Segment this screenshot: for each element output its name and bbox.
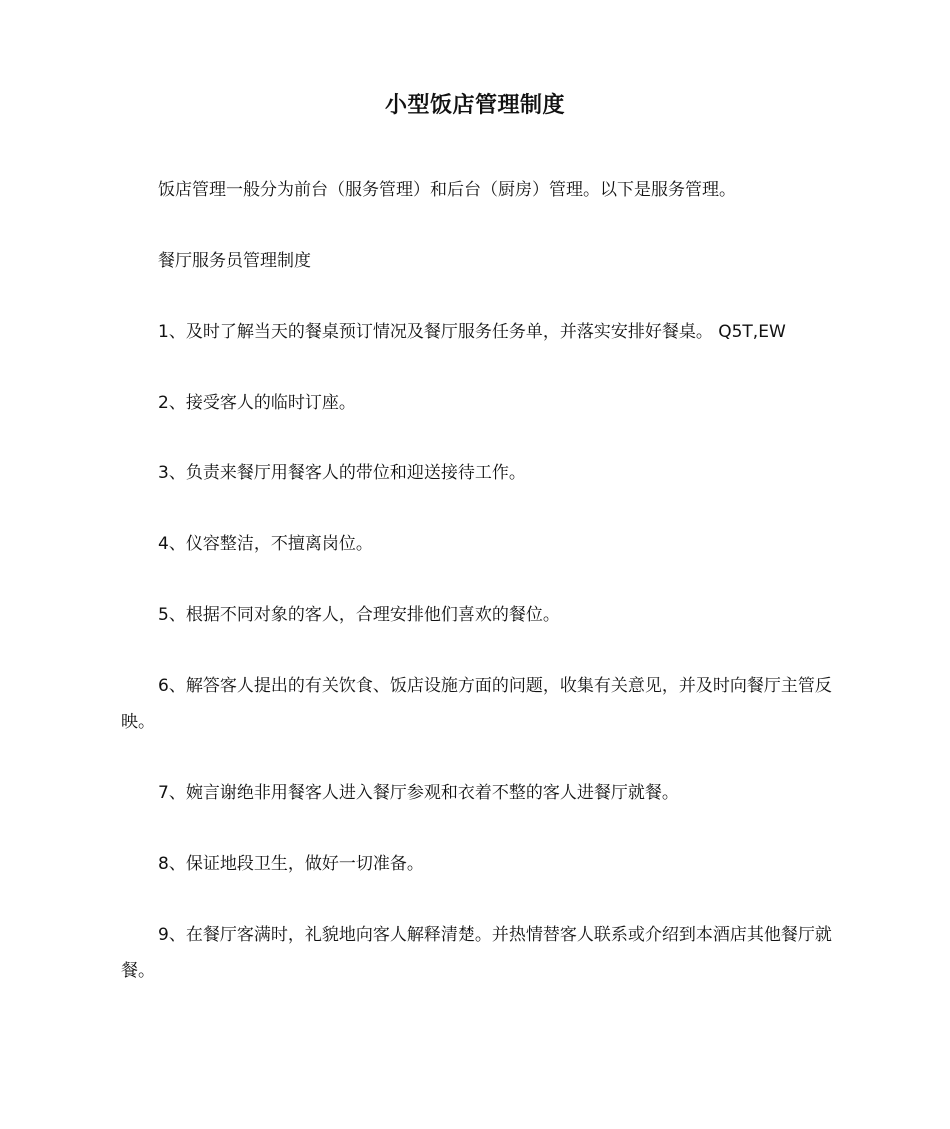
rule-item-9: 9、在餐厅客满时，礼貌地向客人解释清楚。并热情替客人联系或介绍到本酒店其他餐厅就餐。 [121,925,832,981]
rule-item-5: 5、根据不同对象的客人，合理安排他们喜欢的餐位。 [158,605,560,625]
rule-item-3: 3、负责来餐厅用餐客人的带位和迎送接待工作。 [158,463,526,483]
rule-item-2: 2、接受客人的临时订座。 [158,393,356,413]
section-heading: 餐厅服务员管理制度 [158,251,311,271]
rule-item-8: 8、保证地段卫生，做好一切准备。 [158,854,424,874]
rule-item-1: 1、及时了解当天的餐桌预订情况及餐厅服务任务单，并落实安排好餐桌。 Q5T,EW [158,322,786,342]
rule-item-4: 4、仪容整洁，不擅离岗位。 [158,534,373,554]
rule-item-6: 6、解答客人提出的有关饮食、饭店设施方面的问题，收集有关意见，并及时向餐厅主管反映。 [121,676,832,732]
document-title: 小型饭店管理制度 [384,93,565,118]
intro-paragraph: 饭店管理一般分为前台（服务管理）和后台（厨房）管理。以下是服务管理。 [158,180,736,200]
rule-item-7: 7、婉言谢绝非用餐客人进入餐厅参观和衣着不整的客人进餐厅就餐。 [158,783,679,803]
